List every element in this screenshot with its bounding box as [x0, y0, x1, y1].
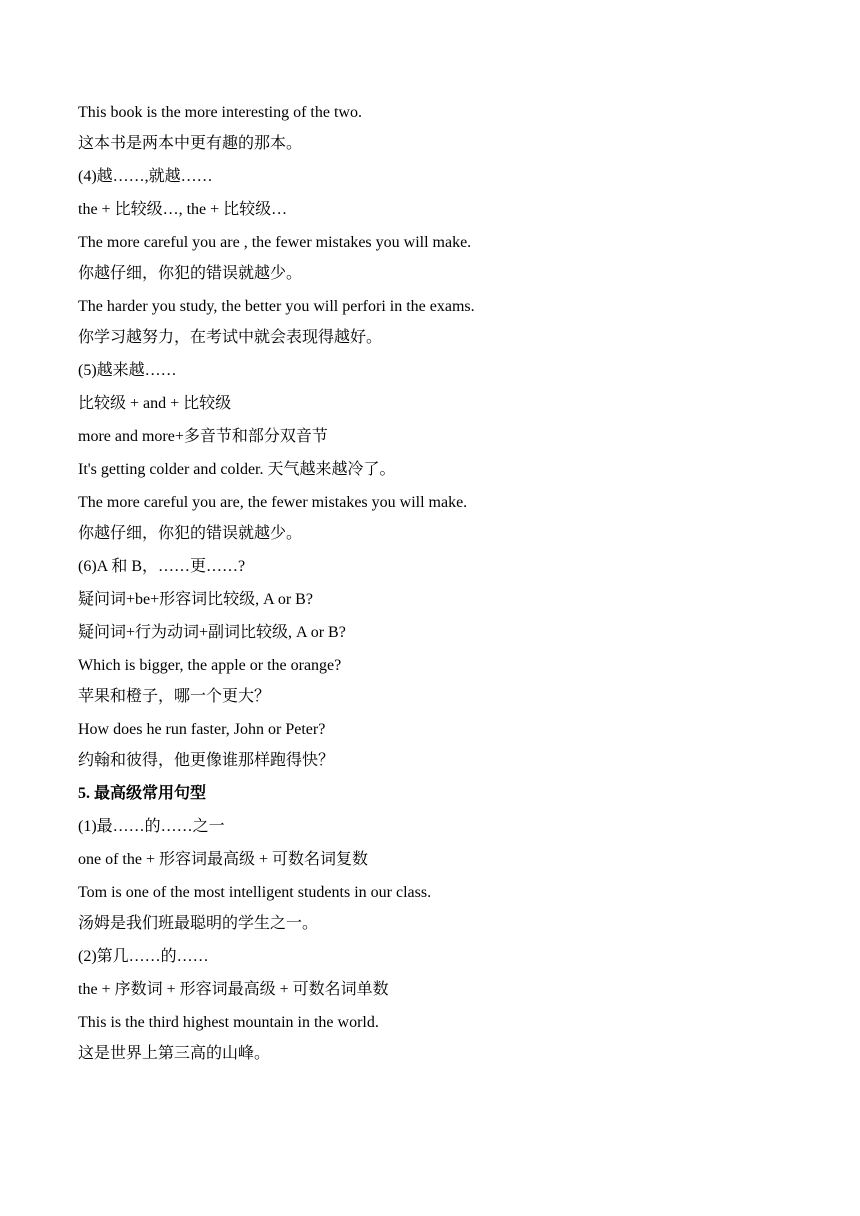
text-line: (5)越来越…… [78, 362, 177, 379]
text-line: Tom is one of the most intelligent students in our class. [78, 884, 432, 901]
text-line: 你越仔细，你犯的错误就越少。 [78, 525, 303, 542]
text-line: (1)最……的……之一 [78, 818, 225, 835]
text-line: Which is bigger, the apple or the orange? [78, 657, 342, 674]
text-line: It's getting colder and colder. 天气越来越冷了。 [78, 461, 396, 478]
text-line: the + 序数词 + 形容词最高级 + 可数名词单数 [78, 981, 389, 998]
text-line: (2)第几……的…… [78, 948, 209, 965]
text-line: This is the third highest mountain in the world. [78, 1014, 379, 1031]
text-line: 约翰和彼得，他更像谁那样跑得快？ [78, 752, 335, 769]
text-line: 你越仔细，你犯的错误就越少。 [78, 265, 303, 282]
text-line: more and more+多音节和部分双音节 [78, 428, 328, 445]
text-line: 疑问词+行为动词+副词比较级, A or B? [78, 624, 346, 641]
text-line: 疑问词+be+形容词比较级, A or B? [78, 591, 313, 608]
text-line: the + 比较级…, the + 比较级… [78, 201, 288, 218]
text-line: 比较级 + and + 比较级 [78, 395, 232, 412]
text-line: (4)越……,就越…… [78, 168, 213, 185]
text-line: 这是世界上第三高的山峰。 [78, 1045, 271, 1062]
text-line: The harder you study, the better you will perfori in the exams. [78, 298, 475, 315]
document-body [78, 102, 778, 1065]
text-line: one of the + 形容词最高级 + 可数名词复数 [78, 851, 369, 868]
text-line: 苹果和橙子，哪一个更大？ [78, 688, 271, 705]
text-line: 你学习越努力，在考试中就会表现得越好。 [78, 329, 383, 346]
text-line: The more careful you are, the fewer mistakes you will make. [78, 494, 468, 511]
text-line: 这本书是两本中更有趣的那本。 [78, 135, 303, 152]
text-line: The more careful you are , the fewer mistakes you will make. [78, 234, 472, 251]
text-line: This book is the more interesting of the two. [78, 104, 362, 121]
text-line: How does he run faster, John or Peter? [78, 721, 326, 738]
text-line: (6)A 和 B，……更……? [78, 558, 246, 575]
section-heading: 5. 最高级常用句型 [78, 785, 207, 802]
text-line: 汤姆是我们班最聪明的学生之一。 [78, 915, 319, 932]
